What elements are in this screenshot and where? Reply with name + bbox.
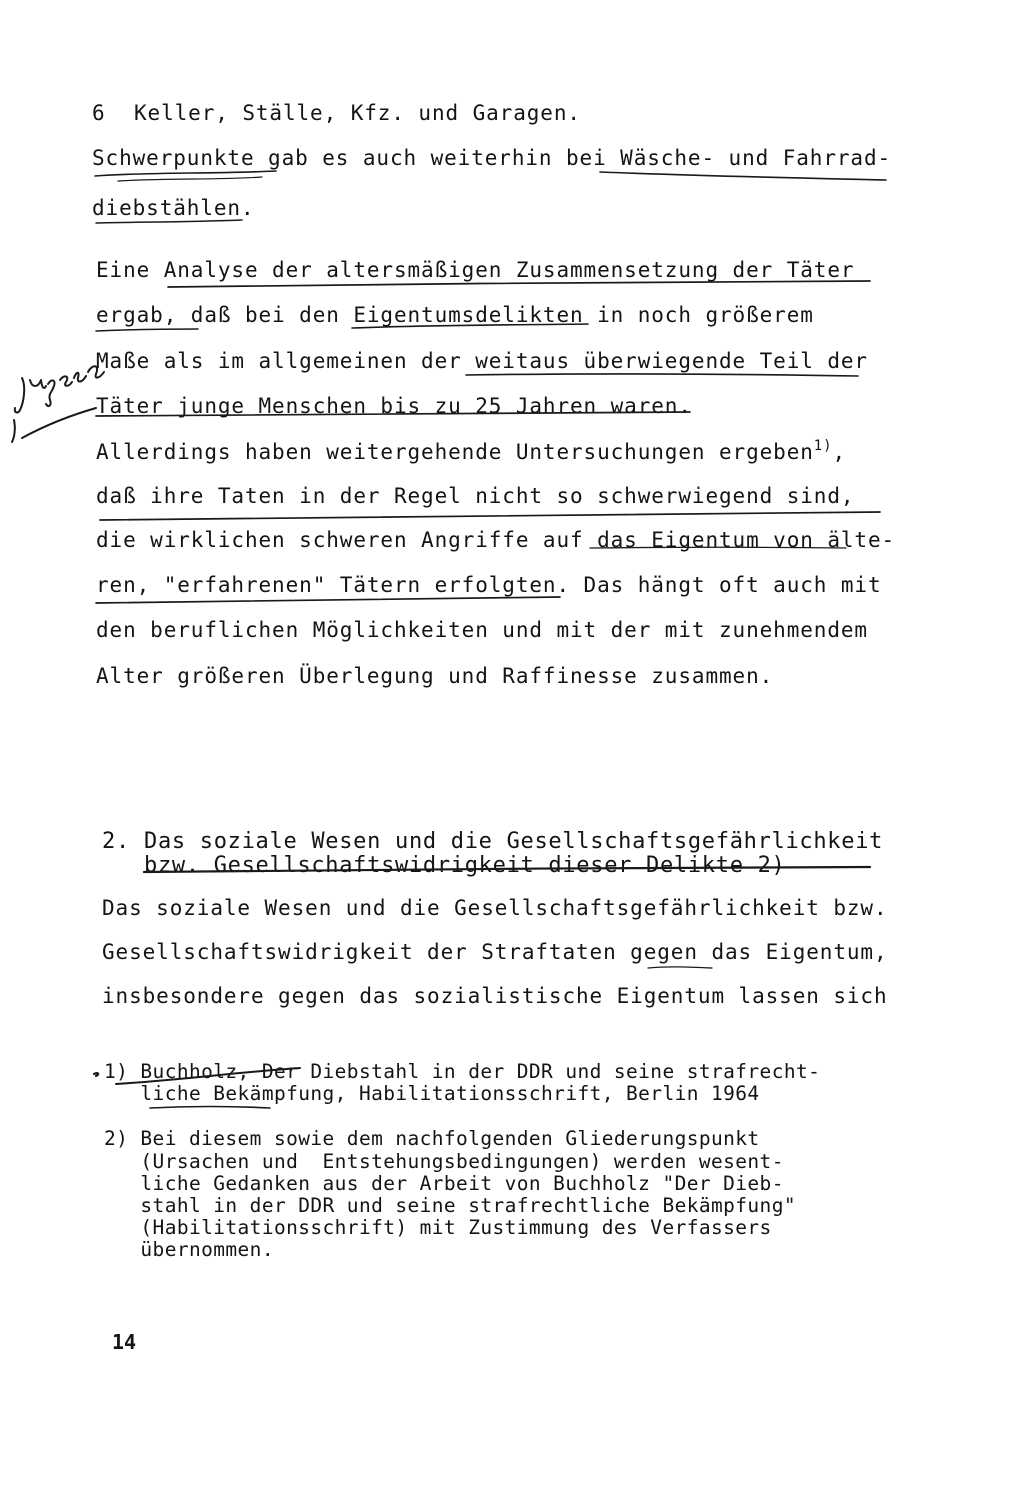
footnote-2-line-2: (Ursachen und Entstehungsbedingungen) werden wesent-	[104, 1150, 784, 1173]
body-line-10: die wirklichen schweren Angriffe auf das Eigentum von älte-	[96, 528, 896, 552]
section-body-line-2: Gesellschaftswidrigkeit der Straftaten gegen das Eigentum,	[102, 940, 888, 964]
body-line-7: Täter junge Menschen bis zu 25 Jahren waren.	[96, 394, 692, 418]
body-line-9: daß ihre Taten in der Regel nicht so schwerwiegend sind,	[96, 484, 855, 508]
underline-bekaempfung	[150, 1107, 270, 1109]
underline-gegen	[648, 967, 712, 968]
underline-schwerpunkte	[95, 171, 276, 176]
footnote-2-line-1: 2) Bei diesem sowie dem nachfolgenden Gliederungspunkt	[104, 1127, 760, 1150]
footnote-reference-1: 1)	[813, 438, 833, 454]
footnote-1-line-2: liche Bekämpfung, Habilitationsschrift, Berlin 1964	[104, 1082, 760, 1105]
section-heading-line-1: Das soziale Wesen und die Gesellschaftsgefährlichkeit	[144, 829, 884, 854]
underline-waesche-fahrrad	[600, 172, 886, 180]
underline-diebstaehlen	[96, 220, 242, 223]
body-line-6: Maße als im allgemeinen der weitaus überwiegende Teil der	[96, 349, 868, 373]
footnote-2-line-3: liche Gedanken aus der Arbeit von Buchholz "Der Dieb-	[104, 1172, 784, 1195]
footnote-2-line-4: stahl in der DDR und seine strafrechtliche Bekämpfung"	[104, 1194, 796, 1217]
body-line-13: Alter größeren Überlegung und Raffinesse zusammen.	[96, 664, 774, 688]
footnote-reference-1-trail: ,	[832, 440, 847, 464]
section-heading-line-2: bzw. Gesellschaftswidrigkeit dieser Delikte 2)	[144, 853, 786, 878]
body-line-12: den beruflichen Möglichkeiten und mit der mit zunehmendem	[96, 618, 868, 642]
body-line-2: Schwerpunkte gab es auch weiterhin bei Wäsche- und Fahrrad-	[92, 146, 892, 170]
body-line-8	[96, 438, 846, 464]
underline-ergab	[96, 329, 198, 331]
mark-footnote-dot	[94, 1073, 98, 1076]
bullet-marker: 6	[92, 101, 106, 125]
body-line-4: Eine Analyse der altersmäßigen Zusammensetzung der Täter	[96, 258, 855, 282]
body-line-8-text: Allerdings haben weitergehende Untersuchungen ergeben	[96, 440, 814, 464]
underline-taten	[100, 512, 880, 520]
body-line-5: ergab, daß bei den Eigentumsdelikten in noch größerem	[96, 303, 814, 327]
body-line-1: Keller, Ställe, Kfz. und Garagen.	[134, 101, 581, 125]
section-body-line-1: Das soziale Wesen und die Gesellschaftsgefährlichkeit bzw.	[102, 896, 888, 920]
body-line-3: diebstählen.	[92, 196, 255, 220]
footnote-1-line-1: 1) Buchholz, Der Diebstahl in der DDR und seine strafrecht-	[104, 1060, 821, 1083]
footnote-2-line-5: (Habilitationsschrift) mit Zustimmung des Verfassers	[104, 1216, 772, 1239]
underline-weitaus	[466, 374, 858, 376]
section-body-line-3: insbesondere gegen das sozialistische Eigentum lassen sich	[102, 984, 888, 1008]
underline-schwerpunkte-2	[118, 177, 262, 181]
underline-erfahrenen	[96, 597, 560, 603]
body-line-11: ren, "erfahrenen" Tätern erfolgten. Das hängt oft auch mit	[96, 573, 882, 597]
page-number: 14	[112, 1330, 137, 1354]
handwritten-margin-note	[8, 350, 108, 445]
section-number: 2.	[102, 829, 130, 854]
footnote-2-line-6: übernommen.	[104, 1238, 274, 1261]
